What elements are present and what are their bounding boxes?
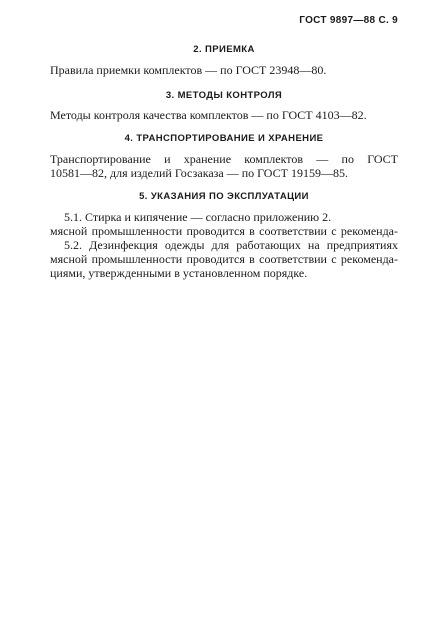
page-header: ГОСТ 9897—88 С. 9 [299, 15, 398, 26]
section-title-usage-instructions: 5. УКАЗАНИЯ ПО ЭКСПЛУАТАЦИИ [139, 191, 309, 202]
section-title-transport-storage: 4. ТРАНСПОРТИРОВАНИЕ И ХРАНЕНИЕ [124, 133, 324, 144]
section-line: мясной промышленности проводится в соответствии с рекоменда- [50, 252, 398, 266]
section-line: 10581—82, для изделий Госзаказа — по ГОСТ 19159—85. [50, 166, 348, 180]
section-line: мясной промышленности проводится в соответствии с рекоменда- [50, 224, 398, 238]
section-line: Методы контроля качества комплектов — по ГОСТ 4103—82. [50, 108, 367, 122]
section-line: Транспортирование и хранение комплектов — по ГОСТ [50, 152, 398, 166]
section-title-acceptance: 2. ПРИЕМКА [193, 44, 255, 55]
section-line: циями, утвержденными в установленном порядке. [50, 266, 308, 280]
section-line: 5.2. Дезинфекция одежды для работающих на предприятиях [64, 238, 398, 252]
section-line: 5.1. Стирка и кипячение — согласно приложению 2. [64, 210, 332, 224]
section-line: Правила приемки комплектов — по ГОСТ 23948—80. [50, 63, 327, 77]
section-title-control-methods: 3. МЕТОДЫ КОНТРОЛЯ [165, 90, 283, 101]
